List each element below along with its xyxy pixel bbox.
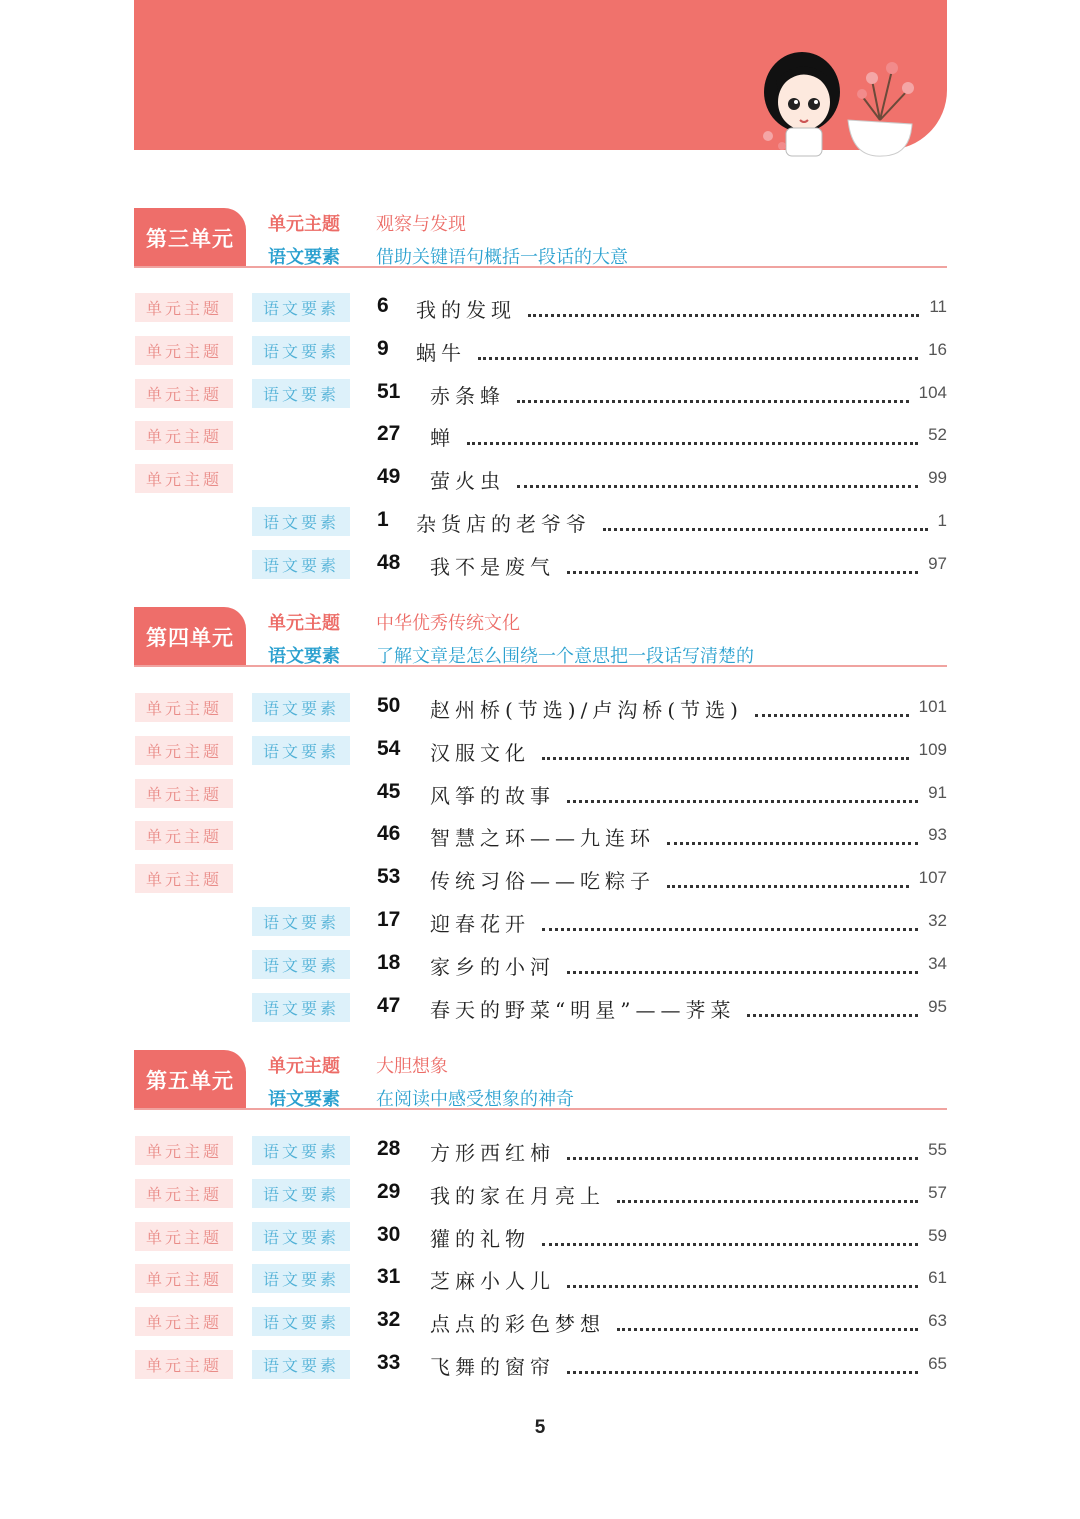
entry-number: 9 — [377, 336, 389, 360]
entry-title: 赵州桥(节选)/卢沟桥(节选) — [430, 698, 743, 722]
dot-leader — [567, 1265, 918, 1288]
unit-theme-label: 单元主题 — [268, 214, 340, 235]
theme-tag: 单元主题 — [135, 293, 233, 322]
dot-leader — [667, 822, 918, 845]
unit-element-label: 语文要素 — [268, 1089, 340, 1110]
unit-element-label: 语文要素 — [268, 646, 340, 667]
entry-number: 47 — [377, 993, 401, 1017]
toc-entry[interactable] — [0, 947, 1080, 983]
element-tag: 语文要素 — [252, 693, 350, 722]
toc-entry[interactable] — [0, 733, 1080, 769]
entry-page: 61 — [928, 1268, 947, 1288]
unit-theme-row — [268, 609, 520, 635]
page-number: 5 — [534, 1417, 546, 1438]
unit-element-label: 语文要素 — [268, 247, 340, 268]
entry-number: 29 — [377, 1179, 401, 1203]
entry-number: 1 — [377, 508, 389, 531]
toc-entry[interactable] — [0, 504, 1080, 540]
entry-title: 我的发现 — [416, 298, 516, 322]
toc-entry[interactable] — [0, 1133, 1080, 1169]
element-tag: 语文要素 — [252, 336, 350, 365]
theme-tag: 单元主题 — [135, 1222, 233, 1251]
entry-page: 34 — [928, 953, 947, 973]
dot-leader — [567, 780, 918, 803]
dot-leader — [517, 465, 918, 488]
entry-page: 91 — [928, 782, 947, 802]
element-tag: 语文要素 — [252, 550, 350, 579]
entry-title: 我不是废气 — [430, 554, 555, 579]
dot-leader — [755, 694, 909, 717]
entry-number: 30 — [377, 1222, 401, 1246]
dot-leader — [517, 380, 909, 403]
toc-entry[interactable] — [0, 1347, 1080, 1383]
element-tag: 语文要素 — [252, 1264, 350, 1293]
entry-title: 蜗牛 — [416, 340, 466, 365]
entry-number: 45 — [377, 779, 401, 803]
entry-title: 春天的野菜“明星”——荠菜 — [430, 997, 736, 1022]
dot-leader — [478, 337, 918, 360]
dot-leader — [617, 1308, 918, 1331]
entry-title: 风筝的故事 — [430, 783, 555, 808]
entry-title: 飞舞的窗帘 — [430, 1355, 555, 1379]
entry-page: 32 — [928, 911, 947, 930]
dot-leader — [542, 1223, 918, 1246]
entry-title: 点点的彩色梦想 — [430, 1312, 605, 1337]
dot-leader — [567, 951, 918, 974]
dot-leader — [567, 551, 918, 574]
toc-entry[interactable] — [0, 690, 1080, 726]
entry-page: 57 — [928, 1182, 947, 1202]
dot-leader — [567, 1137, 918, 1160]
unit-theme-value: 观察与发现 — [376, 214, 466, 235]
toc-entry[interactable] — [0, 861, 1080, 897]
theme-tag: 单元主题 — [135, 821, 233, 850]
entry-number: 17 — [377, 908, 401, 931]
theme-tag: 单元主题 — [135, 421, 233, 450]
element-tag: 语文要素 — [252, 1179, 350, 1208]
element-tag: 语文要素 — [252, 736, 350, 765]
element-tag: 语文要素 — [252, 1136, 350, 1165]
entry-title: 方形西红柿 — [430, 1141, 555, 1165]
theme-tag: 单元主题 — [135, 736, 233, 765]
unit-title: 第五单元 — [134, 1050, 246, 1110]
entry-title: 杂货店的老爷爷 — [416, 512, 591, 536]
element-tag: 语文要素 — [252, 379, 350, 408]
toc-entry[interactable] — [0, 376, 1080, 412]
toc-entry[interactable] — [0, 1219, 1080, 1255]
unit-element-value: 了解文章是怎么围绕一个意思把一段话写清楚的 — [376, 646, 754, 667]
theme-tag: 单元主题 — [135, 1179, 233, 1208]
theme-tag: 单元主题 — [135, 1307, 233, 1336]
element-tag: 语文要素 — [252, 1222, 350, 1251]
entry-page: 16 — [928, 339, 947, 359]
unit-title: 第三单元 — [134, 208, 246, 268]
entry-number: 54 — [377, 736, 401, 760]
entry-page: 109 — [918, 739, 947, 759]
entry-number: 46 — [377, 822, 401, 846]
entry-page: 101 — [918, 697, 947, 716]
entry-number: 27 — [377, 422, 401, 446]
toc-entry[interactable] — [0, 547, 1080, 583]
unit-element-value: 借助关键语句概括一段话的大意 — [376, 247, 628, 268]
dot-leader — [542, 737, 909, 760]
theme-tag: 单元主题 — [135, 693, 233, 722]
girl-with-flowerpot-illustration — [752, 40, 932, 160]
toc-entry[interactable] — [0, 904, 1080, 940]
entry-number: 6 — [377, 294, 389, 317]
theme-tag: 单元主题 — [135, 1264, 233, 1293]
entry-page: 1 — [937, 511, 947, 530]
theme-tag: 单元主题 — [135, 864, 233, 893]
unit-theme-label: 单元主题 — [268, 613, 340, 634]
dot-leader — [603, 508, 928, 531]
dot-leader — [542, 908, 918, 931]
entry-title: 赤条蜂 — [430, 383, 505, 408]
entry-title: 传统习俗——吃粽子 — [430, 869, 655, 894]
theme-tag: 单元主题 — [135, 1136, 233, 1165]
entry-page: 52 — [928, 425, 947, 445]
dot-leader — [617, 1180, 918, 1203]
entry-page: 93 — [928, 825, 947, 845]
entry-number: 50 — [377, 694, 401, 717]
entry-number: 28 — [377, 1137, 401, 1160]
theme-tag: 单元主题 — [135, 379, 233, 408]
entry-title: 家乡的小河 — [430, 954, 555, 979]
unit-theme-label: 单元主题 — [268, 1056, 340, 1077]
toc-entry[interactable] — [0, 1176, 1080, 1212]
unit-element-row — [268, 1085, 574, 1111]
entry-number: 33 — [377, 1351, 401, 1374]
entry-page: 63 — [928, 1311, 947, 1331]
dot-leader — [567, 1351, 918, 1374]
entry-page: 95 — [928, 996, 947, 1016]
entry-title: 獾的礼物 — [430, 1226, 530, 1251]
entry-title: 芝麻小人儿 — [430, 1269, 555, 1294]
unit-element-row — [268, 642, 754, 668]
element-tag: 语文要素 — [252, 950, 350, 979]
entry-title: 智慧之环——九连环 — [430, 826, 655, 851]
entry-page: 104 — [918, 382, 947, 402]
toc-entry[interactable] — [0, 990, 1080, 1026]
entry-title: 迎春花开 — [430, 912, 530, 936]
unit-element-row — [268, 243, 628, 269]
unit-element-value: 在阅读中感受想象的神奇 — [376, 1089, 574, 1110]
entry-number: 49 — [377, 465, 401, 489]
theme-tag: 单元主题 — [135, 779, 233, 808]
toc-entry[interactable] — [0, 776, 1080, 812]
element-tag: 语文要素 — [252, 1307, 350, 1336]
unit-theme-row — [268, 1052, 448, 1078]
unit-title: 第四单元 — [134, 607, 246, 667]
dot-leader — [747, 994, 918, 1017]
entry-number: 18 — [377, 950, 401, 974]
entry-number: 32 — [377, 1308, 401, 1332]
toc-entry[interactable] — [0, 290, 1080, 326]
unit-theme-row — [268, 210, 466, 236]
entry-title: 汉服文化 — [430, 740, 530, 765]
dot-leader — [528, 294, 919, 317]
entry-number: 48 — [377, 550, 401, 574]
theme-tag: 单元主题 — [135, 336, 233, 365]
entry-page: 59 — [928, 1225, 947, 1245]
entry-page: 99 — [928, 468, 947, 488]
toc-entry[interactable] — [0, 1261, 1080, 1297]
entry-title: 萤火虫 — [430, 469, 505, 494]
element-tag: 语文要素 — [252, 293, 350, 322]
theme-tag: 单元主题 — [135, 1350, 233, 1379]
entry-page: 65 — [928, 1354, 947, 1373]
entry-number: 51 — [377, 379, 401, 403]
entry-title: 我的家在月亮上 — [430, 1183, 605, 1208]
entry-title: 蝉 — [430, 426, 455, 451]
entry-page: 55 — [928, 1140, 947, 1159]
toc-entry[interactable] — [0, 818, 1080, 854]
toc-entry[interactable] — [0, 1304, 1080, 1340]
entry-page: 107 — [918, 868, 947, 888]
element-tag: 语文要素 — [252, 993, 350, 1022]
element-tag: 语文要素 — [252, 1350, 350, 1379]
unit-theme-value: 中华优秀传统文化 — [376, 613, 520, 634]
theme-tag: 单元主题 — [135, 464, 233, 493]
dot-leader — [467, 422, 918, 445]
entry-page: 97 — [928, 553, 947, 573]
entry-page: 11 — [929, 297, 947, 316]
toc-entry[interactable] — [0, 418, 1080, 454]
toc-entry[interactable] — [0, 461, 1080, 497]
entry-number: 31 — [377, 1265, 401, 1289]
entry-number: 53 — [377, 865, 401, 889]
element-tag: 语文要素 — [252, 507, 350, 536]
dot-leader — [667, 865, 909, 888]
element-tag: 语文要素 — [252, 907, 350, 936]
unit-theme-value: 大胆想象 — [376, 1056, 448, 1077]
toc-entry[interactable] — [0, 333, 1080, 369]
